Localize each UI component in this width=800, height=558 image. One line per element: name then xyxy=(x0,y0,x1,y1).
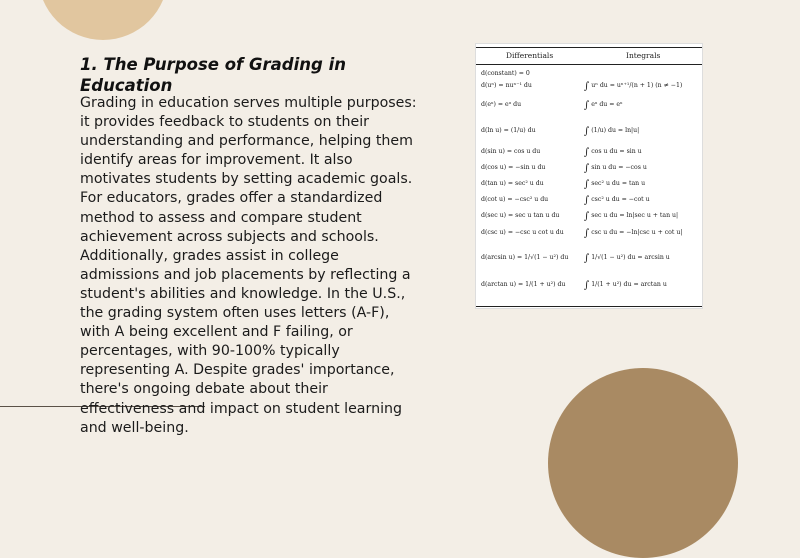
slide-title: 1. The Purpose of Grading in Education xyxy=(80,55,346,95)
table-bottom-rule xyxy=(476,306,702,307)
header-integrals: Integrals xyxy=(626,51,661,60)
table-header-rule xyxy=(476,64,702,65)
decorative-circle-top xyxy=(38,0,168,40)
formula-table-image: Differentials Integrals d(constant) = 0 d(uⁿ) = nuⁿ⁻¹ du ∫ uⁿ du = uⁿ⁺¹/(n + 1) (n ≠ −1) d(eᵘ) = eᵘ du ∫ eᵘ du = eᵘ d(ln u) = (1/u) du ∫ (1/u) du = ln|u| d(sin u) = cos u du ∫ cos u du = sin u d(cos u) = −sin u du ∫ sin u du = −cos u d(tan u) = sec² u du ∫ sec² u du = tan u d(cot u) = −csc² u du ∫ csc² u du = −cot u d(sec u) = sec u tan u du ∫ sec u du = ln|sec u + tan u| d(csc u) = −csc u cot u du ∫ csc u du = −ln|csc u + cot u| d(arcsin u) = 1/√(1 − u²) du ∫ 1/√(1 − u²) du = arcsin u d(arctan u) = 1/(1 + u²) du ∫ 1/(1 + u²) du = arctan u xyxy=(476,44,702,308)
header-differentials: Differentials xyxy=(506,51,554,60)
table-top-rule xyxy=(476,47,702,48)
decorative-circle-bottom xyxy=(548,368,738,558)
slide-body: Grading in education serves multiple purposes: it provides feedback to students on their understanding and performance, helping them identify areas for improvement. It also motivates students by setting academic goals. For educators, grades offer a standardized method to assess and compare student achievement across subjects and schools. Additionally, grades assist in college admissions and job placements by reflecting a student's abilities and knowledge. In the U.S., the grading system often uses letters (A-F), with A being excellent and F failing, or percentages, with 90-100% typically representing A. Despite grades' importance, there's ongoing debate about their effectiveness and impact on student learning and well-being. xyxy=(80,95,417,436)
